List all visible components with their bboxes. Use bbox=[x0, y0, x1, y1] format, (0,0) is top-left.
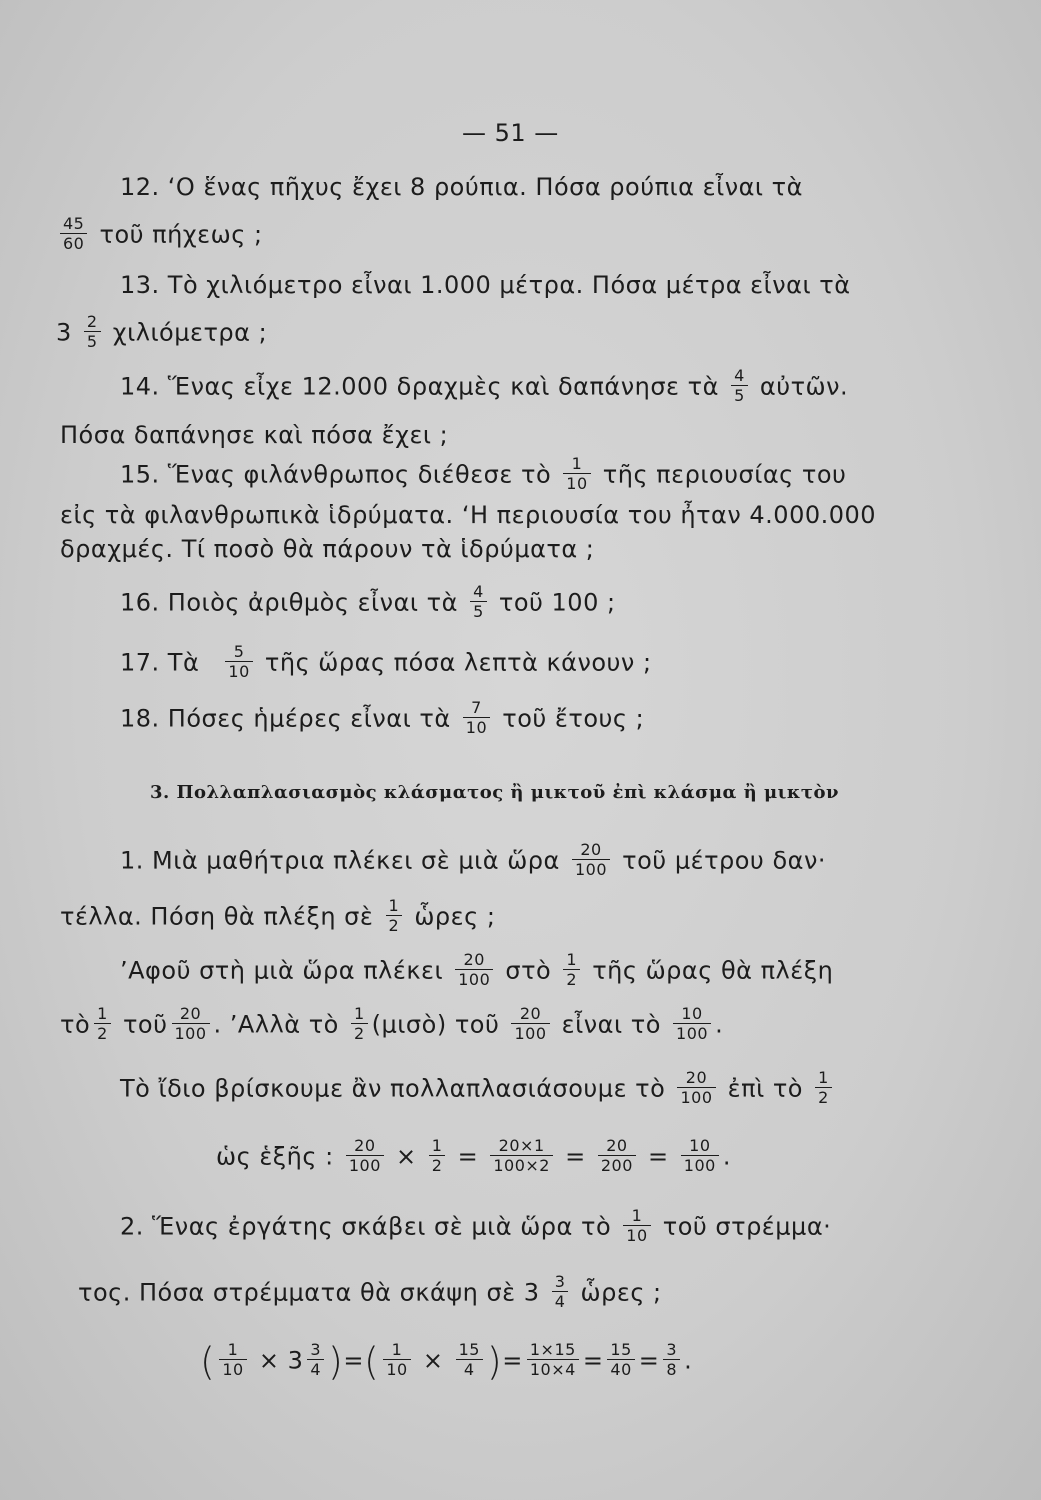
fraction: $\frac{1}{2}$ bbox=[386, 896, 403, 935]
problem-14-line-2: Πόσα δαπάνησε καὶ πόσα ἔχει ; bbox=[60, 421, 449, 449]
fraction: $\frac{20}{200}$ bbox=[598, 1136, 636, 1175]
fraction: $\frac{3}{4}$ bbox=[307, 1340, 324, 1379]
section-heading: 3. Πολλαπλασιασμὸς κλάσματος ἢ μικτοῦ ἐπὶ κλάσμα ἢ μικτὸν bbox=[150, 782, 839, 803]
fraction: $\frac{1}{10}$ bbox=[563, 454, 590, 493]
fraction: $\frac{10}{100}$ bbox=[681, 1136, 719, 1175]
fraction: $\frac{1}{10}$ bbox=[219, 1340, 246, 1379]
fraction: $\frac{15}{4}$ bbox=[456, 1340, 483, 1379]
problem-13-line-1: 13. Τὸ χιλιόμετρο εἶναι 1.000 μέτρα. Πόσα μέτρα εἶναι τὰ bbox=[120, 271, 851, 299]
fraction: $\frac{20}{100}$ bbox=[677, 1068, 715, 1107]
problem-15-line-3: δραχμές. Τί ποσὸ θὰ πάρουν τὰ ἱδρύματα ; bbox=[60, 535, 595, 563]
problem-12-line-1: 12. ‘Ο ἕνας πῆχυς ἔχει 8 ρούπια. Πόσα ρούπια εἶναι τὰ bbox=[120, 173, 803, 201]
fraction: $\frac{1}{2}$ bbox=[815, 1068, 832, 1107]
problem-15-line-2: εἰς τὰ φιλανθρωπικὰ ἱδρύματα. ‘Η περιουσία του ἦταν 4.000.000 bbox=[60, 501, 877, 529]
fraction: $\frac{20}{100}$ bbox=[511, 1004, 549, 1043]
problem-16: 16. Ποιὸς ἀριθμὸς εἶναι τὰ $\frac{4}{5}$ τοῦ 100 ; bbox=[120, 582, 616, 621]
example-1-line-1: 1. Μιὰ μαθήτρια πλέκει σὲ μιὰ ὥρα $\frac{20}{100}$ τοῦ μέτρου δαν· bbox=[120, 840, 826, 879]
fraction: $\frac{1\times 15}{10\times 4}$ bbox=[527, 1340, 579, 1379]
example-1-line-4: τὸ $\frac{1}{2}$ τοῦ $\frac{20}{100}$ . ’Αλλὰ τὸ $\frac{1}{2}$ (μισὸ) τοῦ $\frac{20}{100}$ εἶναι τὸ $\frac{10}{100}$ . bbox=[60, 1004, 724, 1043]
fraction: $\frac{1}{2}$ bbox=[429, 1136, 446, 1175]
problem-12-line-2: $\frac{45}{60}$ τοῦ πήχεως ; bbox=[56, 216, 263, 255]
fraction: $\frac{1}{2}$ bbox=[94, 1004, 111, 1043]
fraction: $\frac{45}{60}$ bbox=[60, 214, 87, 253]
example-1-line-5: Τὸ ἴδιο βρίσκουμε ἂν πολλαπλασιάσουμε τὸ $\frac{20}{100}$ ἐπὶ τὸ $\frac{1}{2}$ bbox=[120, 1070, 836, 1109]
fraction: $\frac{15}{40}$ bbox=[607, 1340, 634, 1379]
fraction: $\frac{20}{100}$ bbox=[172, 1004, 210, 1043]
fraction: $\frac{20}{100}$ bbox=[346, 1136, 384, 1175]
fraction: $\frac{1}{2}$ bbox=[563, 950, 580, 989]
fraction: $\frac{4}{5}$ bbox=[470, 582, 487, 621]
fraction: $\frac{10}{100}$ bbox=[673, 1004, 711, 1043]
example-1-line-3: ’Αφοῦ στὴ μιὰ ὥρα πλέκει $\frac{20}{100}$ στὸ $\frac{1}{2}$ τῆς ὥρας θὰ πλέξη bbox=[120, 950, 834, 989]
fraction: $\frac{4}{5}$ bbox=[731, 366, 748, 405]
fraction: $\frac{20}{100}$ bbox=[572, 840, 610, 879]
example-1-line-2: τέλλα. Πόση θὰ πλέξη σὲ $\frac{1}{2}$ ὧρες ; bbox=[60, 896, 496, 935]
fraction: $\frac{1}{10}$ bbox=[383, 1340, 410, 1379]
fraction: $\frac{5}{10}$ bbox=[225, 642, 252, 681]
problem-15-line-1: 15. Ἕνας φιλάνθρωπος διέθεσε τὸ $\frac{1}{10}$ τῆς περιουσίας του bbox=[120, 454, 847, 493]
problem-17: 17. Τὰ $\frac{5}{10}$ τῆς ὥρας πόσα λεπτὰ κάνουν ; bbox=[120, 642, 652, 681]
example-1-equation: ὡς ἑξῆς : $\frac{20}{100}$ × $\frac{1}{2}$ = $\frac{20\times 1}{100\times 2}$ = $\frac{20}{200}$ = $\frac{10}{100}$ . bbox=[216, 1136, 731, 1175]
fraction: $\frac{1}{10}$ bbox=[623, 1206, 650, 1245]
fraction: $\frac{3}{4}$ bbox=[552, 1272, 569, 1311]
problem-14-line-1: 14. Ἕνας εἶχε 12.000 δραχμὲς καὶ δαπάνησε τὰ $\frac{4}{5}$ αὐτῶν. bbox=[120, 366, 849, 405]
fraction: $\frac{1}{2}$ bbox=[351, 1004, 368, 1043]
fraction: $\frac{20\times 1}{100\times 2}$ bbox=[490, 1136, 553, 1175]
example-2-line-1: 2. Ἕνας ἐργάτης σκάβει σὲ μιὰ ὥρα τὸ $\frac{1}{10}$ τοῦ στρέμμα· bbox=[120, 1206, 832, 1245]
example-2-equation: ( $\frac{1}{10}$ × 3 $\frac{3}{4}$ )=( $\frac{1}{10}$ × $\frac{15}{4}$ )= $\frac{1\times 15}{10\times 4}$ = $\frac{15}{40}$ = $\frac{3}{8}$ . bbox=[200, 1339, 693, 1384]
problem-13-line-2: 3 $\frac{2}{5}$ χιλιόμετρα ; bbox=[56, 312, 268, 351]
fraction: $\frac{3}{8}$ bbox=[663, 1340, 680, 1379]
problem-18: 18. Πόσες ἡμέρες εἶναι τὰ $\frac{7}{10}$ τοῦ ἔτους ; bbox=[120, 698, 645, 737]
page-number: — 51 — bbox=[462, 119, 559, 147]
example-2-line-2: τος. Πόσα στρέμματα θὰ σκάψη σὲ 3 $\frac{3}{4}$ ὧρες ; bbox=[78, 1272, 662, 1311]
fraction: $\frac{2}{5}$ bbox=[84, 312, 101, 351]
fraction: $\frac{7}{10}$ bbox=[463, 698, 490, 737]
fraction: $\frac{20}{100}$ bbox=[455, 950, 493, 989]
